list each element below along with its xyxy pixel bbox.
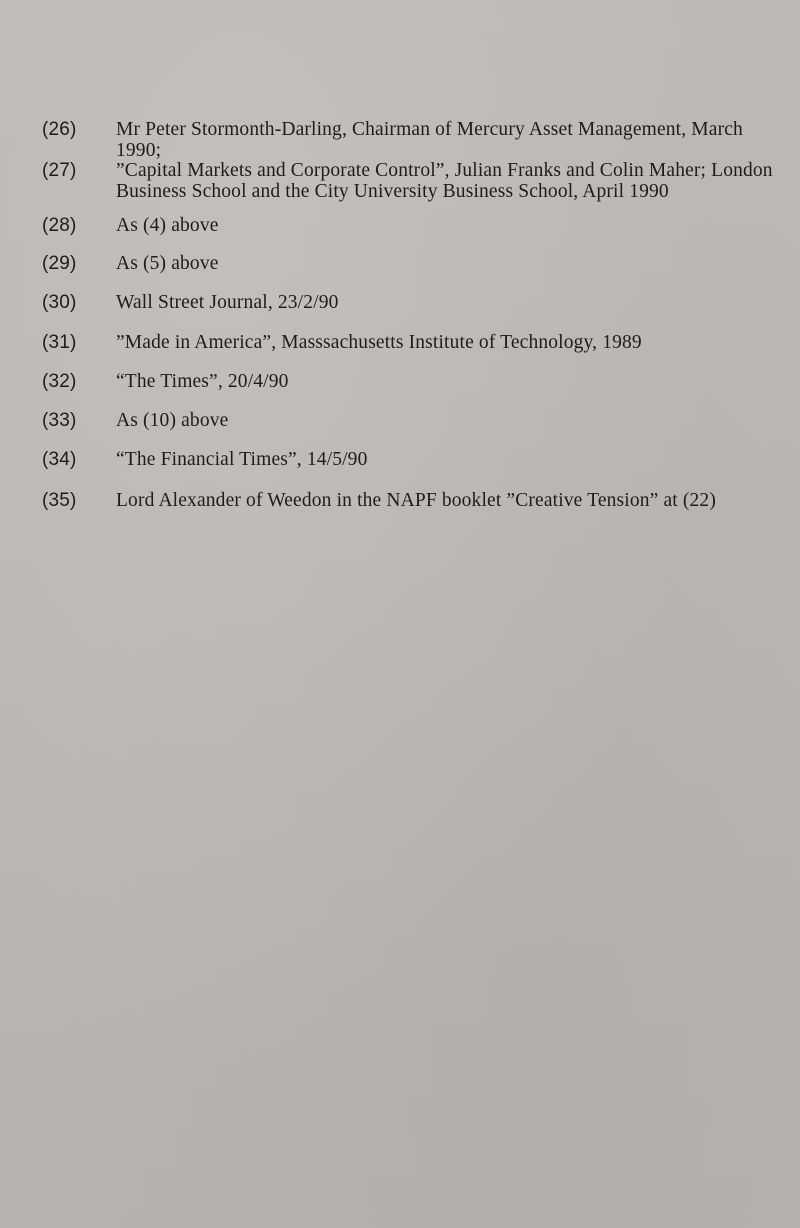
reference-text: ”Made in America”, Masssachusetts Institute of Technology, 1989	[116, 332, 642, 353]
reference-number: (27)	[42, 160, 77, 181]
reference-number: (29)	[42, 253, 77, 274]
reference-text: Lord Alexander of Weedon in the NAPF booklet ”Creative Tension” at (22)	[116, 490, 716, 511]
reference-text: ”Capital Markets and Corporate Control”, Julian Franks and Colin Maher; London Business School and the City University Business School, April 1990	[116, 160, 773, 202]
reference-number: (26)	[42, 119, 77, 140]
reference-number: (34)	[42, 449, 77, 470]
reference-number: (35)	[42, 490, 77, 511]
reference-number: (31)	[42, 332, 77, 353]
reference-text: As (5) above	[116, 253, 219, 274]
reference-text: “The Times”, 20/4/90	[116, 371, 289, 392]
reference-number: (28)	[42, 215, 77, 236]
reference-text: “The Financial Times”, 14/5/90	[116, 449, 368, 470]
reference-text: As (10) above	[116, 410, 229, 431]
reference-text: Mr Peter Stormonth-Darling, Chairman of Mercury Asset Management, March 1990;	[116, 119, 743, 161]
reference-number: (32)	[42, 371, 77, 392]
reference-number: (30)	[42, 292, 77, 313]
reference-text: As (4) above	[116, 215, 219, 236]
reference-text: Wall Street Journal, 23/2/90	[116, 292, 339, 313]
reference-number: (33)	[42, 410, 77, 431]
